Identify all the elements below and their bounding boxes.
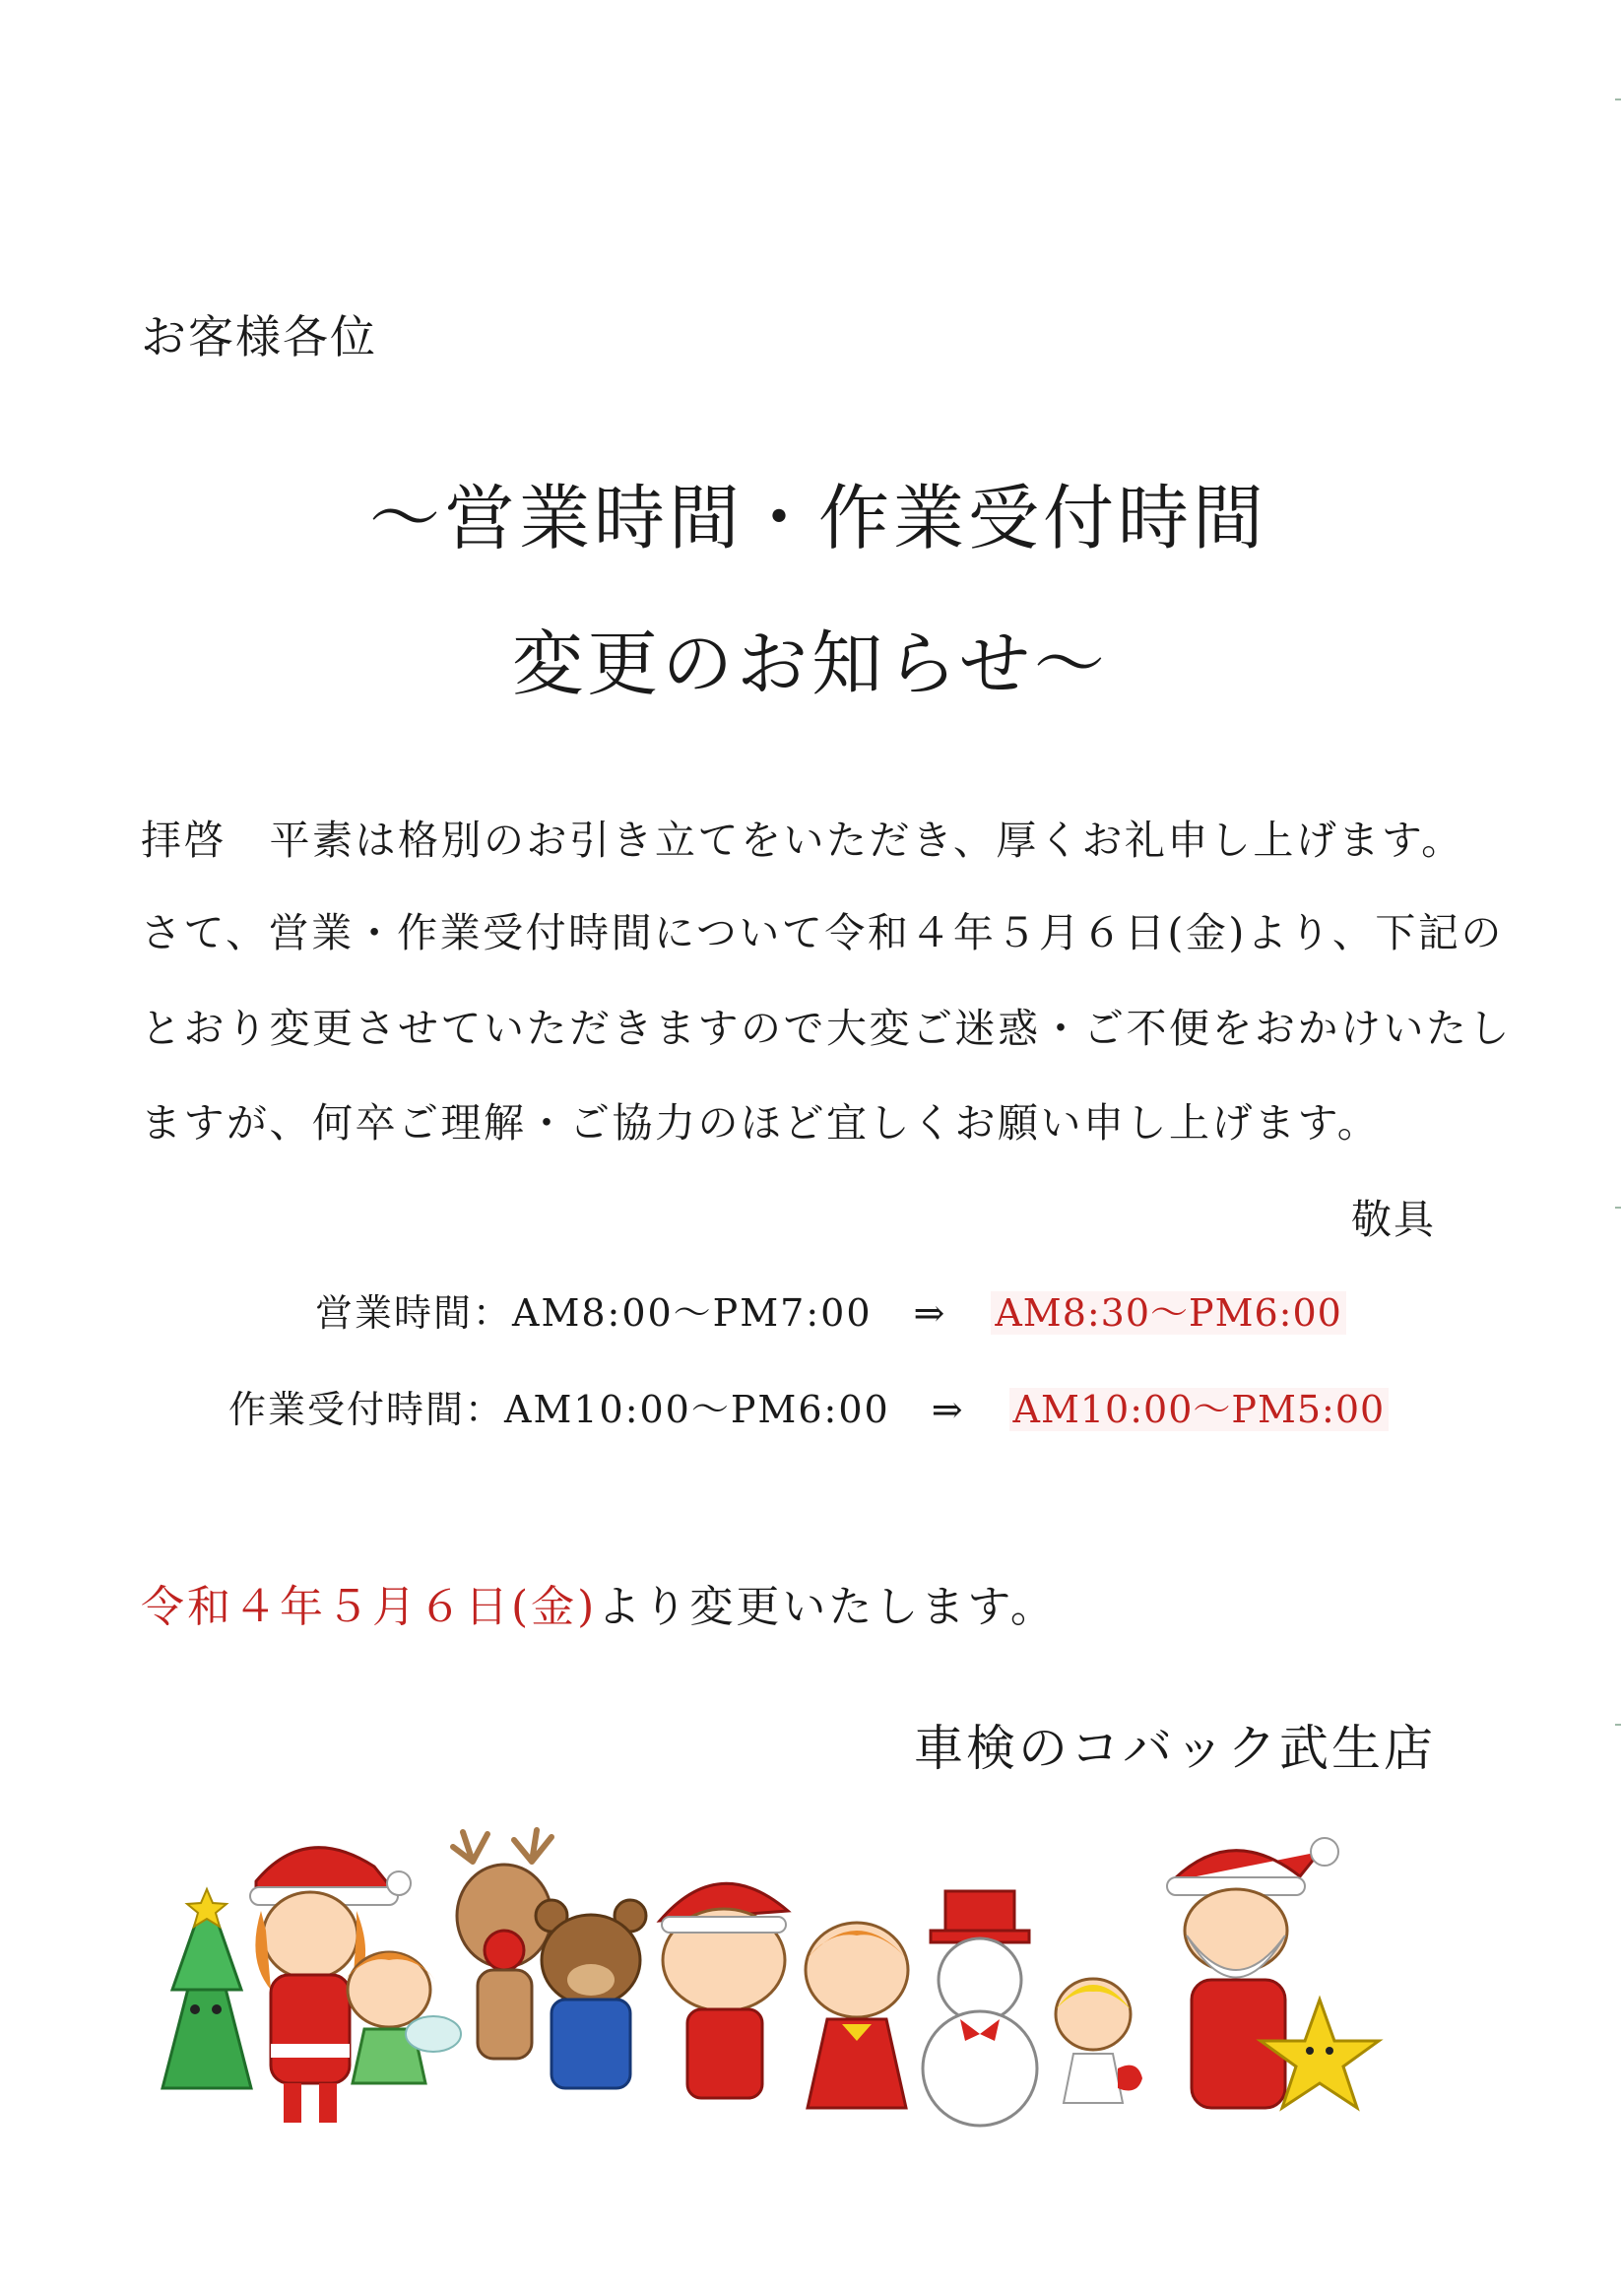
effective-date-line: [141, 1571, 1057, 1634]
scan-mark: [1615, 98, 1621, 100]
arrow-icon: ⇒: [913, 1291, 946, 1335]
christmas-tree-icon: [162, 1889, 251, 2088]
body-line: とおり変更させていただきますので大変ご迷惑・ご不便をおかけいたし: [141, 1005, 1512, 1052]
scan-mark: [1615, 1207, 1621, 1209]
body-line: さて、営業・作業受付時間について令和４年５月６日(金)より、下記の: [141, 909, 1504, 956]
christmas-characters-illustration: [148, 1822, 1467, 2137]
business-hours-label: 営業時間：AM8:00～PM7:00: [315, 1291, 873, 1335]
santa-boy-icon: [660, 1883, 788, 2098]
arrow-icon: ⇒: [931, 1388, 964, 1431]
salutation: お客様各位: [141, 310, 377, 363]
effective-suffix: より変更いたします。: [597, 1582, 1057, 1632]
angel-icon: [1056, 1979, 1142, 2103]
body-line: 拝啓 平素は格別のお引き立てをいただき、厚くお礼申し上げます。: [141, 817, 1464, 864]
business-hours-new-value: AM8:30～PM6:00: [991, 1291, 1346, 1335]
girl-icon: [806, 1923, 908, 2108]
bear-icon: [536, 1900, 646, 2088]
scan-mark: [1615, 1724, 1621, 1726]
business-hours-row: [315, 1282, 1346, 1337]
reception-hours-new-value: AM10:00～PM5:00: [1009, 1388, 1390, 1431]
reception-hours-row: [228, 1379, 1389, 1433]
snowman-icon: [923, 1891, 1037, 2126]
reception-hours-label: 作業受付時間：AM10:00～PM6:00: [228, 1388, 890, 1431]
title-line-1: ～営業時間・作業受付時間: [368, 477, 1267, 559]
effective-date: 令和４年５月６日(金): [141, 1582, 598, 1632]
title-line-2: 変更のお知らせ～: [512, 623, 1109, 705]
shop-name: 車検のコバック武生店: [914, 1720, 1436, 1777]
body-line: ますが、何卒ご理解・ご協力のほど宜しくお願い申し上げます。: [141, 1099, 1381, 1147]
closing-phrase: 敬具: [1351, 1196, 1436, 1243]
reindeer-icon: [453, 1830, 551, 2059]
fairy-girl-icon: [345, 1952, 461, 2083]
